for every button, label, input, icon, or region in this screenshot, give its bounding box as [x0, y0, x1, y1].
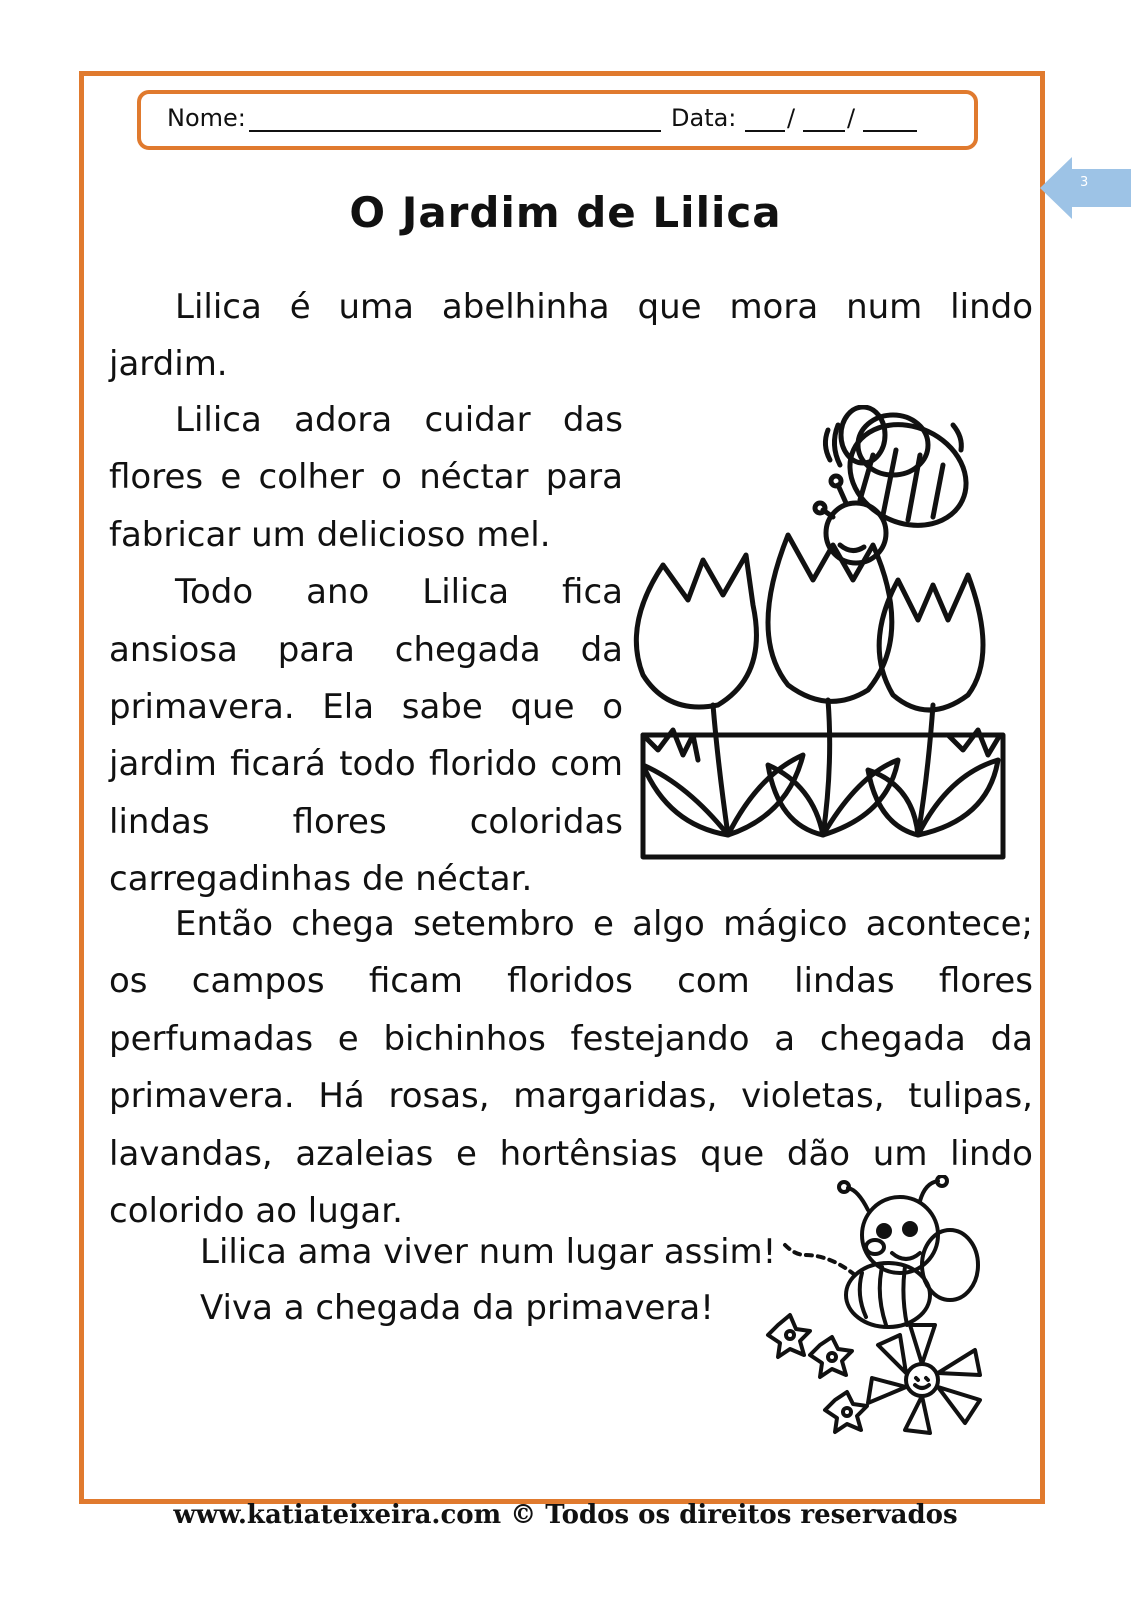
- date-day-field[interactable]: [745, 130, 785, 132]
- date-year-field[interactable]: [863, 130, 917, 132]
- date-month-field[interactable]: [803, 130, 845, 132]
- page-number: 3: [1080, 175, 1089, 190]
- bee-tulips-illustration: [628, 405, 1018, 875]
- paragraph-2: Lilica adora cuidar das flores e colher o néctar para fabricar um delicioso mel.: [109, 400, 623, 555]
- date-slash: /: [847, 104, 856, 132]
- date-slash: /: [787, 104, 796, 132]
- name-date-box: [137, 90, 978, 150]
- paragraph-4: Então chega setembro e algo mágico acontece; os campos ficam floridos com lindas flores perfumadas e bichinhos festejando a chegada da primavera. Há rosas, margaridas, violetas, tulipas, lavandas, azaleias e hortênsias que dão um lindo colorido ao lugar.: [109, 904, 1033, 1232]
- footer-copyright[interactable]: www.katiateixeira.com © Todos os direitos reservados: [173, 1500, 958, 1530]
- bee-flowers-illustration: [760, 1175, 1010, 1435]
- paragraph-2-3: [109, 392, 623, 909]
- page-title: O Jardim de Lilica: [349, 188, 782, 237]
- name-field[interactable]: [249, 130, 661, 132]
- date-label: Data:: [671, 104, 737, 132]
- name-label: Nome:: [167, 104, 246, 132]
- closing-line-1: Lilica ama viver num lugar assim!: [200, 1232, 777, 1272]
- paragraph-3: Todo ano Lilica fica ansiosa para chegada da primavera. Ela sabe que o jardim ficará todo florido com lindas flores coloridas carregadinhas de néctar.: [109, 572, 623, 900]
- paragraph-1: Lilica é uma abelhinha que mora num lindo jardim.: [109, 287, 1033, 385]
- closing-line-2: Viva a chegada da primavera!: [200, 1288, 714, 1328]
